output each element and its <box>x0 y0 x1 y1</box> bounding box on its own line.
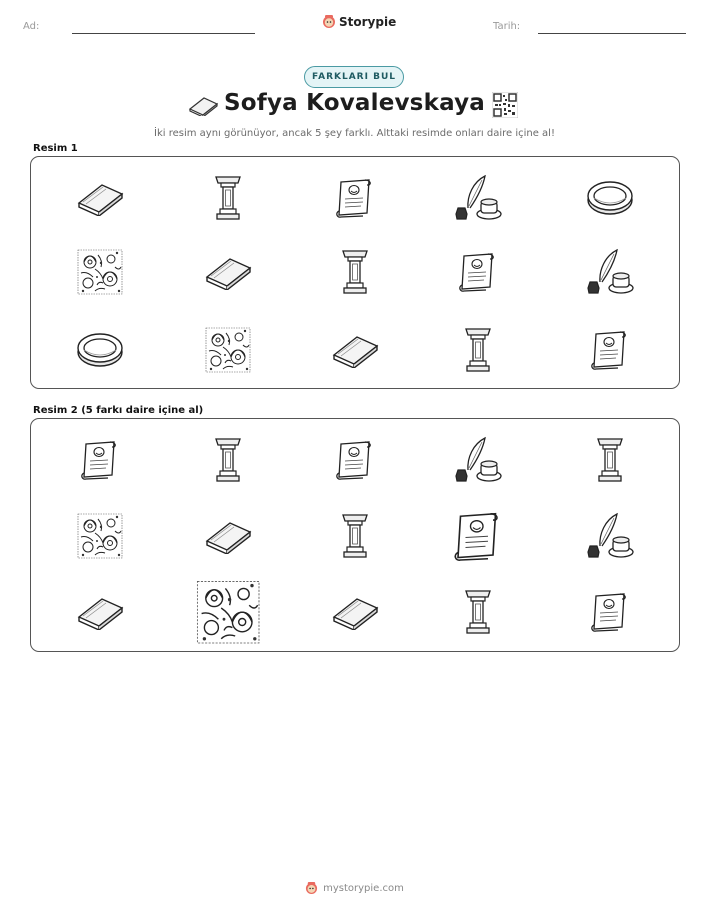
date-line[interactable] <box>538 33 686 34</box>
lectern-icon[interactable] <box>443 315 513 385</box>
scroll-icon[interactable] <box>320 163 390 233</box>
brand-name: Storypie <box>339 14 397 29</box>
scroll-icon[interactable] <box>443 501 513 571</box>
date-label: Tarih: <box>493 21 521 32</box>
quill-inkwell-icon[interactable] <box>443 163 513 233</box>
badge: FARKLARI BUL <box>304 66 404 88</box>
storypie-logo-icon <box>322 14 336 29</box>
instructions: İki resim aynı görünüyor, ancak 5 şey farklı. Alttaki resimde onları daire içine al! <box>154 128 555 139</box>
lectern-icon[interactable] <box>443 577 513 647</box>
qr-code-icon <box>492 92 518 118</box>
floral-tile-icon[interactable] <box>193 577 263 647</box>
book-icon[interactable] <box>320 315 390 385</box>
lectern-icon[interactable] <box>193 163 263 233</box>
quill-inkwell-icon[interactable] <box>575 237 645 307</box>
footer-site: mystorypie.com <box>323 882 404 894</box>
name-line[interactable] <box>72 33 255 34</box>
lectern-icon[interactable] <box>193 425 263 495</box>
scroll-icon[interactable] <box>443 237 513 307</box>
brand <box>322 14 396 29</box>
floral-tile-icon[interactable] <box>193 315 263 385</box>
picture1-label: Resim 1 <box>33 143 78 154</box>
page-title: Sofya Kovalevskaya <box>223 90 485 116</box>
scroll-icon[interactable] <box>575 315 645 385</box>
lectern-icon[interactable] <box>320 237 390 307</box>
ring-icon[interactable] <box>65 315 135 385</box>
picture2-label: Resim 2 (5 farkı daire içine al) <box>33 405 204 416</box>
book-icon[interactable] <box>65 577 135 647</box>
lectern-icon[interactable] <box>575 425 645 495</box>
book-icon[interactable] <box>65 163 135 233</box>
book-icon[interactable] <box>193 237 263 307</box>
storypie-logo-icon <box>305 881 318 895</box>
floral-tile-icon[interactable] <box>65 501 135 571</box>
name-label: Ad: <box>23 21 40 32</box>
book-icon[interactable] <box>320 577 390 647</box>
lectern-icon[interactable] <box>320 501 390 571</box>
footer <box>0 881 709 895</box>
scroll-icon[interactable] <box>575 577 645 647</box>
floral-tile-icon[interactable] <box>65 237 135 307</box>
quill-inkwell-icon[interactable] <box>575 501 645 571</box>
scroll-icon[interactable] <box>65 425 135 495</box>
quill-inkwell-icon[interactable] <box>443 425 513 495</box>
ring-icon[interactable] <box>575 163 645 233</box>
scroll-icon[interactable] <box>320 425 390 495</box>
book-icon[interactable] <box>193 501 263 571</box>
